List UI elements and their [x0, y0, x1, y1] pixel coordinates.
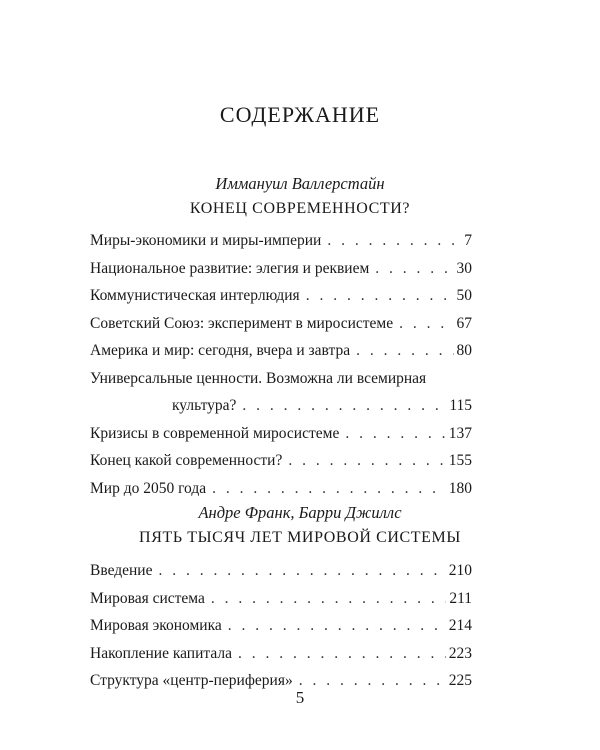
toc-entry-title: Америка и мир: сегодня, вчера и завтра — [90, 342, 351, 359]
toc-entry-page: 155 — [448, 452, 472, 469]
toc-dot-leader — [238, 640, 446, 668]
toc-entry[interactable] — [90, 365, 472, 420]
toc-entry-title: Мировая система — [90, 589, 205, 607]
toc-entry-title: Накопление капитала — [90, 644, 232, 662]
toc-entry-page: 211 — [449, 589, 472, 607]
toc-entry[interactable] — [90, 227, 472, 255]
toc-entry[interactable] — [90, 420, 472, 448]
toc-entry-title: Введение — [90, 562, 153, 579]
toc-entry-title: Национальное развитие: элегия и реквием — [90, 259, 370, 277]
toc-entry-title: Коммунистическая интерлюдия — [90, 287, 300, 304]
toc-entry-title: Кризисы в современной миросистеме — [90, 424, 340, 442]
toc-entry[interactable] — [90, 475, 472, 503]
toc-entry-title-line2: культура? — [172, 397, 237, 414]
toc-entry-page: 50 — [456, 287, 472, 304]
toc-dot-leader — [345, 420, 445, 448]
toc-entry-page: 80 — [456, 342, 472, 359]
page-number: 5 — [295, 688, 305, 707]
toc-entry-page: 210 — [448, 562, 472, 579]
toc-entry-title-line1: Универсальные ценности. Возможна ли всемирная — [90, 369, 427, 387]
toc-entry-page: 137 — [448, 424, 472, 442]
toc-entry-page: 115 — [449, 397, 472, 414]
toc-dot-leader — [399, 310, 453, 338]
section-2-book-title: ПЯТЬ ТЫСЯЧ ЛЕТ МИРОВОЙ СИСТЕМЫ — [139, 529, 461, 546]
toc-dot-leader — [288, 447, 445, 475]
toc-entry-page: 214 — [448, 617, 472, 634]
toc-entry[interactable] — [90, 282, 472, 310]
toc-entry-title: Советский Союз: эксперимент в миросистеме — [90, 314, 394, 332]
toc-entry[interactable] — [90, 612, 472, 640]
toc-dot-leader — [327, 227, 461, 255]
page-title: СОДЕРЖАНИЕ — [219, 102, 381, 127]
toc-entry-title: Конец какой современности? — [90, 452, 283, 469]
toc-entry-title: Мир до 2050 года — [90, 479, 207, 497]
toc-entry-page: 30 — [456, 259, 472, 277]
section-2-author: Андре Франк, Барри Джиллс — [198, 503, 402, 522]
section-1-toc — [90, 227, 472, 502]
toc-dot-leader — [356, 337, 453, 365]
toc-entry-row — [90, 392, 472, 420]
toc-entry-page: 225 — [448, 672, 472, 689]
toc-entry[interactable] — [90, 447, 472, 475]
toc-entry-page: 67 — [456, 314, 472, 332]
toc-entry[interactable] — [90, 255, 472, 283]
toc-entry[interactable] — [90, 640, 472, 668]
toc-entry-page: 180 — [448, 479, 472, 497]
toc-entry-page: 223 — [448, 644, 472, 662]
toc-entry-title: Мировая экономика — [90, 617, 222, 634]
section-2-toc — [90, 557, 472, 695]
toc-dot-leader — [211, 585, 446, 613]
toc-entry-page: 7 — [464, 232, 472, 249]
toc-dot-leader — [212, 475, 446, 503]
toc-entry[interactable] — [90, 557, 472, 585]
toc-dot-leader — [375, 255, 453, 283]
toc-entry[interactable] — [90, 337, 472, 365]
section-1-author: Иммануил Валлерстайн — [215, 174, 385, 193]
toc-entry[interactable] — [90, 310, 472, 338]
toc-entry-title: Миры-экономики и миры-империи — [90, 232, 322, 249]
toc-dot-leader — [158, 557, 445, 585]
toc-entry[interactable] — [90, 585, 472, 613]
section-1-book-title: КОНЕЦ СОВРЕМЕННОСТИ? — [189, 200, 411, 217]
toc-dot-leader — [228, 612, 446, 640]
toc-entry-title: Структура «центр-периферия» — [90, 672, 293, 689]
toc-dot-leader — [306, 282, 454, 310]
toc-dot-leader — [242, 392, 446, 420]
